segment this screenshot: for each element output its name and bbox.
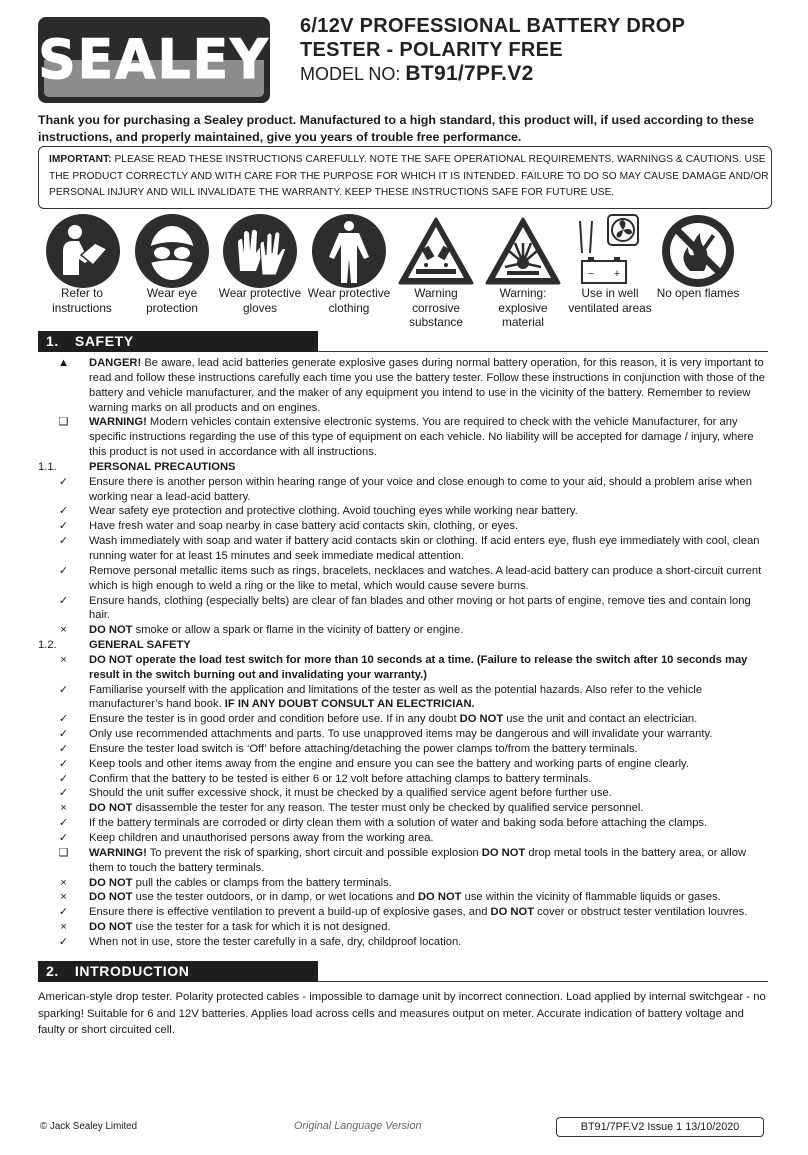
safety-item: [38, 920, 778, 935]
safety-item: [38, 712, 778, 727]
subsection-number: 1.1.: [38, 460, 57, 473]
section-divider: [318, 351, 768, 352]
safety-item: [38, 519, 778, 534]
issue-box: BT91/7PF.V2 Issue 1 13/10/2020: [556, 1117, 764, 1137]
safety-item: [38, 757, 778, 772]
safety-item-text: DO NOT use the tester outdoors, or in damp, or wet locations and DO NOT use within the vicinity of flammable liquids or gases.: [89, 891, 721, 904]
icon-label: Refer to instructions: [52, 286, 112, 315]
subsection-number: 1.2.: [38, 639, 57, 652]
safety-item-text: Only use recommended attachments and parts. To use unapproved items may be dangerous and will invalidate your warranty.: [89, 728, 713, 741]
safety-item: [38, 475, 778, 505]
bullet-marker: ❑: [58, 416, 69, 429]
bullet-marker: ×: [60, 921, 67, 934]
document-title: 6/12V PROFESSIONAL BATTERY DROP TESTER - POLARITY FREE: [300, 15, 686, 61]
safety-item: [38, 786, 778, 801]
icon-label: Use in well ventilated areas: [568, 286, 652, 315]
safety-item: [38, 504, 778, 519]
safety-item-text: DO NOT use the tester for a task for which it is not designed.: [89, 921, 391, 934]
no-flames-icon: [660, 213, 736, 289]
safety-item-text: DO NOT smoke or allow a spark or flame in the vicinity of battery or engine.: [89, 624, 464, 637]
safety-item-text: GENERAL SAFETY: [89, 639, 191, 652]
bullet-marker: ×: [60, 891, 67, 904]
model-number: MODEL NO: BT91/7PF.V2: [300, 62, 534, 85]
safety-item-text: Wear safety eye protection and protective clothing. Avoid touching eyes while working near battery.: [89, 505, 578, 518]
safety-item-text: DANGER! Be aware, lead acid batteries generate explosive gases during normal battery operation, for this reason, it is very important to read and follow these instructions carefully each time you use the battery tester. Follow these instructions in conjunction with those of the battery and vehicle manufacturer, and the maker of any equipment you intend to use in the vicinity of the battery. Remember to review warning marks on all products and on engines.: [89, 357, 765, 414]
logo-text: SEALEY: [38, 28, 270, 92]
subsection-heading: [38, 638, 778, 653]
safety-item-text: Ensure there is another person within hearing range of your voice and close enough to come to your aid, should a problem arise when working near a lead-acid battery.: [89, 475, 752, 503]
section-divider: [318, 981, 768, 982]
bullet-marker: ×: [60, 653, 67, 666]
safety-item: [38, 846, 778, 876]
safety-item-text: WARNING! Modern vehicles contain extensive electronic systems. You are required to check with the vehicle Manufacturer, for any specific instructions regarding the use of this type of equipment on each vehicle. No liability will be accepted for damage / injury, where this product is not used in accordance with all instructions.: [89, 416, 754, 459]
icon-label: No open flames: [656, 286, 740, 300]
eye-protection-icon: [134, 213, 210, 289]
safety-item-text: DO NOT operate the load test switch for more than 10 seconds at a time. (Failure to release the switch after 10 seconds may result in the switch burning out and invalidating your warranty.): [89, 653, 748, 681]
bullet-marker: ✓: [58, 757, 69, 770]
bullet-marker: ✓: [58, 564, 69, 577]
safety-item-text: Keep children and unauthorised persons away from the working area.: [89, 832, 434, 844]
language-version: Original Language Version: [294, 1120, 422, 1132]
safety-item-text: Familiarise yourself with the application and limitations of the tester as well as the potential hazards. Also refer to the vehicle manufacturer’s hand book. IF IN ANY DOUBT CONSULT AN ELECTRICIAN.: [89, 683, 703, 711]
bullet-marker: ❑: [58, 846, 69, 859]
safety-item-text: If the battery terminals are corroded or dirty clean them with a solution of water and baking soda before attaching the clamps.: [89, 817, 708, 830]
bullet-marker: ✓: [58, 683, 69, 696]
safety-item-text: Should the unit suffer excessive shock, it must be checked by a qualified service agent before further use.: [89, 787, 612, 800]
thank-you-text: Thank you for purchasing a Sealey product. Manufactured to a high standard, this product will, if used according to these instructions, and properly maintained, give you years of trouble free performance.: [38, 113, 754, 144]
svg-text:−: −: [587, 268, 595, 280]
safety-item-text: DO NOT disassemble the tester for any reason. The tester must only be checked by qualified service personnel.: [89, 802, 644, 815]
bullet-marker: ✓: [58, 475, 69, 488]
clothing-icon: [311, 213, 387, 289]
safety-item-text: WARNING! To prevent the risk of sparking, short circuit and possible explosion DO NOT drop metal tools in the battery area, or allow them to touch the battery terminals.: [89, 846, 747, 874]
safety-item-text: PERSONAL PRECAUTIONS: [89, 460, 236, 473]
safety-item: [38, 653, 778, 683]
safety-item: [38, 415, 778, 460]
icon-label: Warning corrosive substance: [409, 286, 463, 329]
important-notice: IMPORTANT: PLEASE READ THESE INSTRUCTIONS CAREFULLY. NOTE THE SAFE OPERATIONAL REQUIREMENTS, WARNINGS & CAUTIONS. USE THE PRODUCT CORRECTLY AND WITH CARE FOR THE PURPOSE FOR WHICH IT IS INTENDED. FAILURE TO DO SO MAY CAUSE DAMAGE AND/OR PERSONAL INJURY AND WILL INVALIDATE THE WARRANTY. KEEP THESE INSTRUCTIONS SAFE FOR FUTURE USE.: [38, 146, 772, 209]
ventilation-icon: [572, 213, 648, 289]
copyright: © Jack Sealey Limited: [40, 1121, 138, 1132]
icon-label: Wear protective clothing: [307, 286, 391, 315]
safety-item: [38, 683, 778, 713]
safety-item-text: Confirm that the battery to be tested is either 6 or 12 volt before attaching clamps to battery terminals.: [89, 772, 592, 785]
icon-label: Wear protective gloves: [218, 286, 302, 315]
icon-label: Wear eye protection: [146, 286, 198, 315]
safety-item-text: Ensure hands, clothing (especially belts) are clear of fan blades and other moving or hot parts of engine, remove ties and contain long hair.: [89, 594, 751, 622]
corrosive-warning-icon: [398, 213, 474, 289]
section-introduction-header: 2. INTRODUCTION: [38, 961, 318, 982]
icon-label: Warning: explosive material: [498, 286, 548, 329]
safety-item-text: Ensure there is effective ventilation to prevent a build-up of explosive gases, and DO NOT cover or obstruct tester ventilation louvres.: [89, 906, 748, 919]
safety-item: [38, 890, 778, 905]
bullet-marker: ▲: [57, 357, 70, 369]
safety-item-text: Have fresh water and soap nearby in case battery acid contacts skin, clothing, or eyes.: [89, 520, 519, 533]
read-instructions-icon: [45, 213, 121, 289]
safety-item: [38, 594, 778, 624]
bullet-marker: ✓: [58, 594, 69, 607]
safety-item: [38, 831, 778, 846]
safety-item-text: When not in use, store the tester carefully in a safe, dry, childproof location.: [89, 935, 462, 948]
subsection-heading: [38, 460, 778, 475]
bullet-marker: ✓: [58, 772, 69, 785]
bullet-marker: ✓: [58, 787, 69, 800]
safety-item: [38, 742, 778, 757]
bullet-marker: ×: [60, 876, 67, 889]
safety-item-text: Ensure the tester is in good order and condition before use. If in any doubt DO NOT use the unit and contact an electrician.: [89, 713, 698, 726]
bullet-marker: ✓: [58, 742, 69, 755]
bullet-marker: ✓: [58, 520, 69, 533]
safety-item: [38, 772, 778, 787]
gloves-icon: [222, 213, 298, 289]
safety-item-text: DO NOT pull the cables or clamps from the battery terminals.: [89, 876, 392, 889]
safety-item: [38, 623, 778, 638]
safety-item: [38, 727, 778, 742]
bullet-marker: ✓: [58, 535, 69, 548]
bullet-marker: ✓: [58, 906, 69, 919]
bullet-marker: ×: [60, 624, 67, 637]
bullet-marker: ✓: [58, 817, 69, 830]
bullet-marker: ✓: [58, 935, 69, 948]
bullet-marker: ✓: [58, 713, 69, 726]
introduction-text: American-style drop tester. Polarity protected cables - impossible to damage unit by incorrect connection. Load applied by internal switchgear - no sparking! Suitable for 6 and 12V batteries. Applies load across cells and measures output on meter. Accurate indication of battery voltage and faulty or short circuited cell.: [38, 991, 766, 1036]
safety-item: [38, 905, 778, 920]
bullet-marker: ✓: [58, 832, 69, 844]
safety-list: [38, 356, 778, 950]
safety-item: [38, 816, 778, 831]
safety-item-text: Keep tools and other items away from the engine and ensure you can see the battery and working parts of engine clearly.: [89, 757, 689, 770]
safety-item-text: Wash immediately with soap and water if battery acid contacts skin or clothing. If acid enters eye, flush eye immediately with cool, clean running water for at least 15 minutes and seek immediate medical attention.: [89, 535, 760, 562]
sealey-logo: [38, 17, 270, 103]
bullet-marker: ✓: [58, 505, 69, 518]
section-safety-header: 1. SAFETY: [38, 331, 318, 352]
safety-item: [38, 534, 778, 564]
bullet-marker: ×: [60, 802, 67, 815]
bullet-marker: ✓: [58, 728, 69, 741]
explosive-warning-icon: [485, 213, 561, 289]
safety-item-text: Ensure the tester load switch is ‘Off’ before attaching/detaching the power clamps to/from the battery terminals.: [89, 742, 638, 755]
safety-item-text: Remove personal metallic items such as rings, bracelets, necklaces and watches. A lead-acid battery can produce a short-circuit current which is high enough to weld a ring or the like to metal, which would cause severe burns.: [89, 564, 762, 592]
safety-item: [38, 935, 778, 950]
safety-item: [38, 564, 778, 594]
safety-item: [38, 356, 778, 415]
safety-item: [38, 876, 778, 891]
safety-item: [38, 801, 778, 816]
svg-text:+: +: [613, 268, 621, 280]
